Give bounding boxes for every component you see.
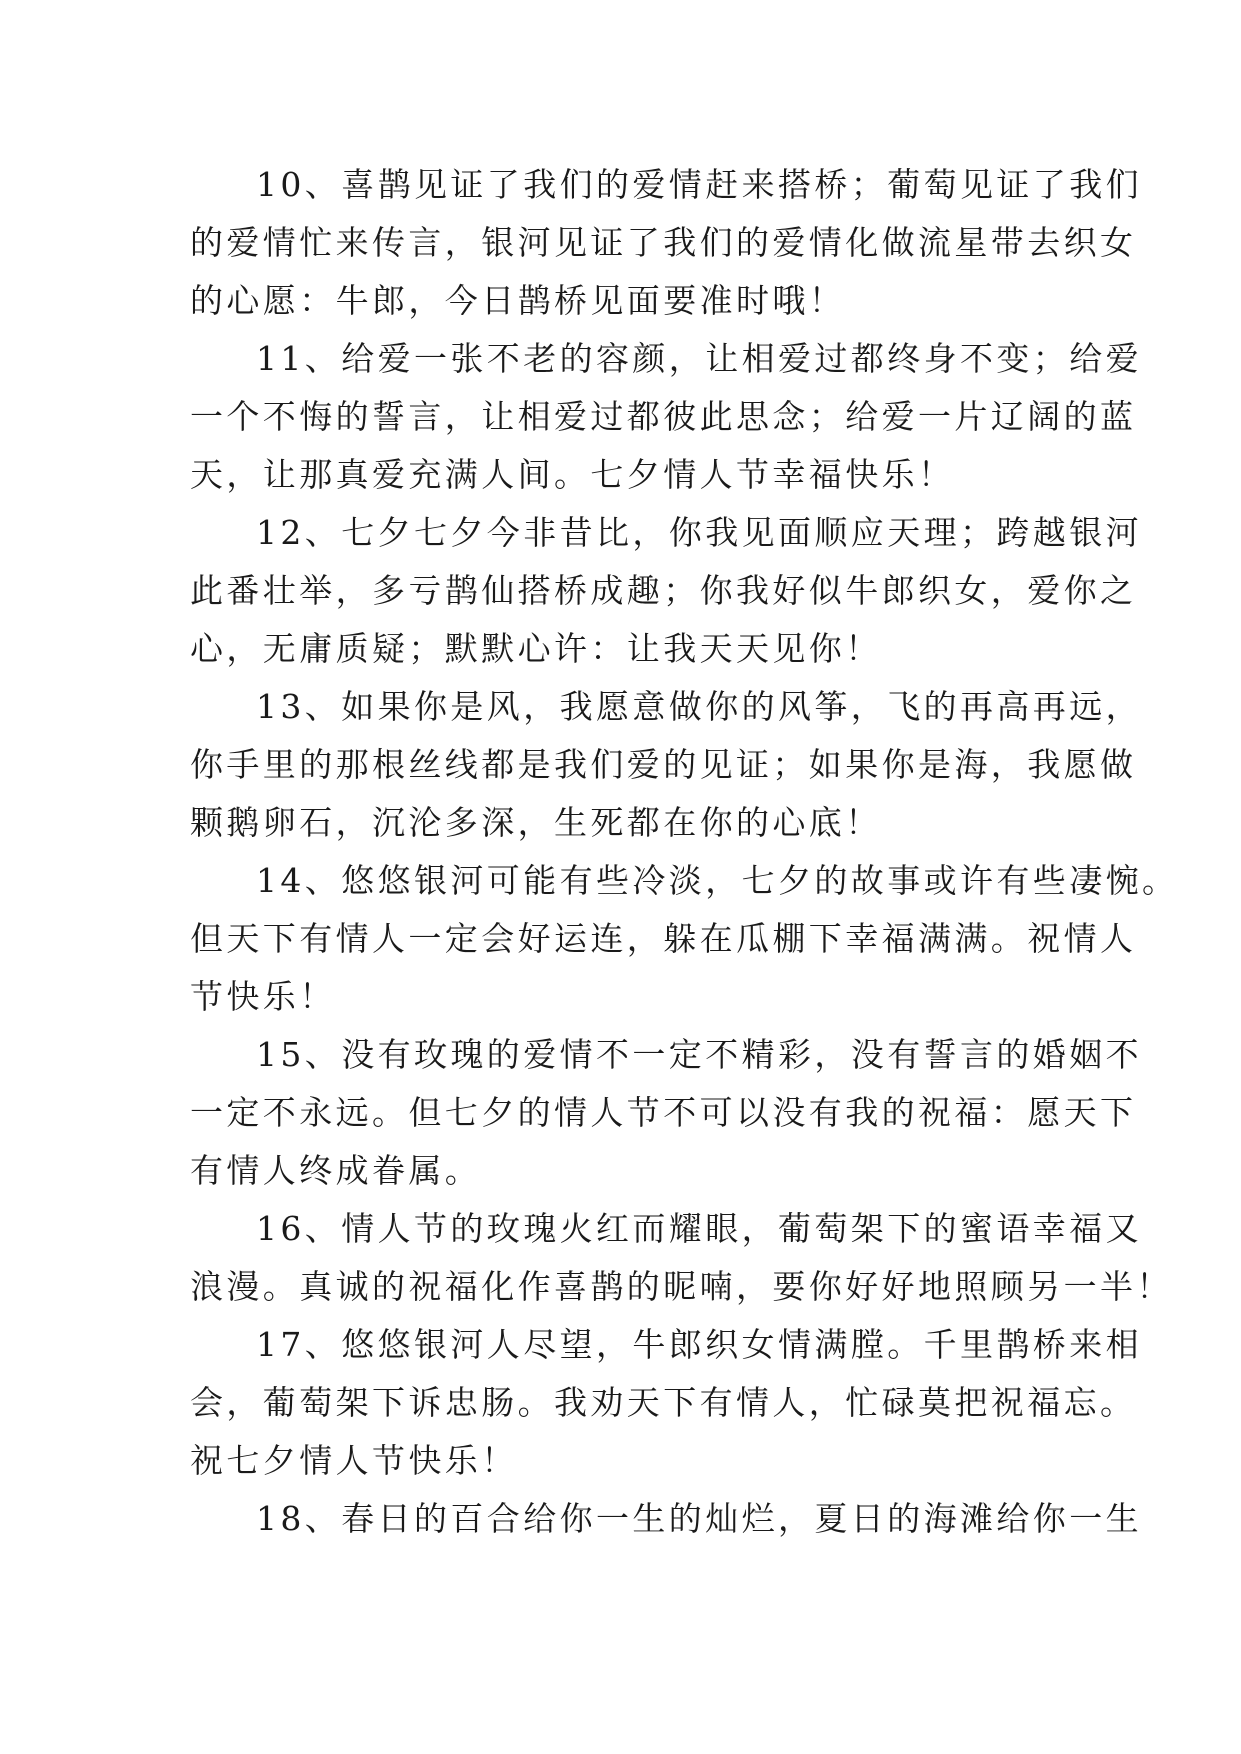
paragraph-line: 18、春日的百合给你一生的灿烂，夏日的海滩给你一生	[256, 1499, 1142, 1538]
paragraph-16	[190, 1200, 1173, 1316]
paragraph-line: 10、喜鹊见证了我们的爱情赶来搭桥；葡萄见证了我们	[256, 165, 1142, 204]
paragraph-12	[190, 504, 1142, 678]
paragraph-line: 节快乐！	[190, 977, 336, 1016]
paragraph-line: 颗鹅卵石，沉沦多深，生死都在你的心底！	[190, 803, 882, 842]
paragraph-line: 16、情人节的玫瑰火红而耀眼，葡萄架下的蜜语幸福又	[256, 1209, 1142, 1248]
paragraph-line: 浪漫。真诚的祝福化作喜鹊的昵喃，要你好好地照顾另一半！	[190, 1267, 1173, 1306]
paragraph-13	[190, 678, 1142, 852]
paragraph-15	[190, 1026, 1142, 1200]
paragraph-line: 17、悠悠银河人尽望，牛郎织女情满膛。千里鹊桥来相	[256, 1325, 1142, 1364]
paragraph-line: 的心愿：牛郎，今日鹊桥见面要准时哦！	[190, 281, 846, 320]
paragraph-11	[190, 330, 1142, 504]
paragraph-line: 11、给爱一张不老的容颜，让相爱过都终身不变；给爱	[256, 339, 1142, 378]
paragraph-14	[190, 852, 1179, 1026]
paragraph-line: 14、悠悠银河可能有些冷淡，七夕的故事或许有些凄惋。	[256, 861, 1179, 900]
paragraph-line: 天，让那真爱充满人间。七夕情人节幸福快乐！	[190, 455, 955, 494]
paragraph-line: 会，葡萄架下诉忠肠。我劝天下有情人，忙碌莫把祝福忘。	[190, 1383, 1137, 1422]
paragraph-line: 你手里的那根丝线都是我们爱的见证；如果你是海，我愿做	[190, 745, 1137, 784]
paragraph-line: 13、如果你是风，我愿意做你的风筝，飞的再高再远，	[256, 687, 1142, 726]
paragraph-line: 心，无庸质疑；默默心许：让我天天见你！	[190, 629, 882, 668]
paragraph-line: 祝七夕情人节快乐！	[190, 1441, 518, 1480]
paragraph-18	[190, 1490, 1142, 1548]
paragraph-17	[190, 1316, 1142, 1490]
paragraph-line: 的爱情忙来传言，银河见证了我们的爱情化做流星带去织女	[190, 223, 1137, 262]
paragraph-line: 12、七夕七夕今非昔比，你我见面顺应天理；跨越银河	[256, 513, 1142, 552]
paragraph-line: 一个不悔的誓言，让相爱过都彼此思念；给爱一片辽阔的蓝	[190, 397, 1137, 436]
paragraph-line: 但天下有情人一定会好运连，躲在瓜棚下幸福满满。祝情人	[190, 919, 1137, 958]
document-body	[190, 156, 1179, 1548]
paragraph-line: 一定不永远。但七夕的情人节不可以没有我的祝福：愿天下	[190, 1093, 1137, 1132]
paragraph-10	[190, 156, 1142, 330]
paragraph-line: 15、没有玫瑰的爱情不一定不精彩，没有誓言的婚姻不	[256, 1035, 1142, 1074]
paragraph-line: 此番壮举，多亏鹊仙搭桥成趣；你我好似牛郎织女，爱你之	[190, 571, 1137, 610]
paragraph-line: 有情人终成眷属。	[190, 1151, 482, 1190]
